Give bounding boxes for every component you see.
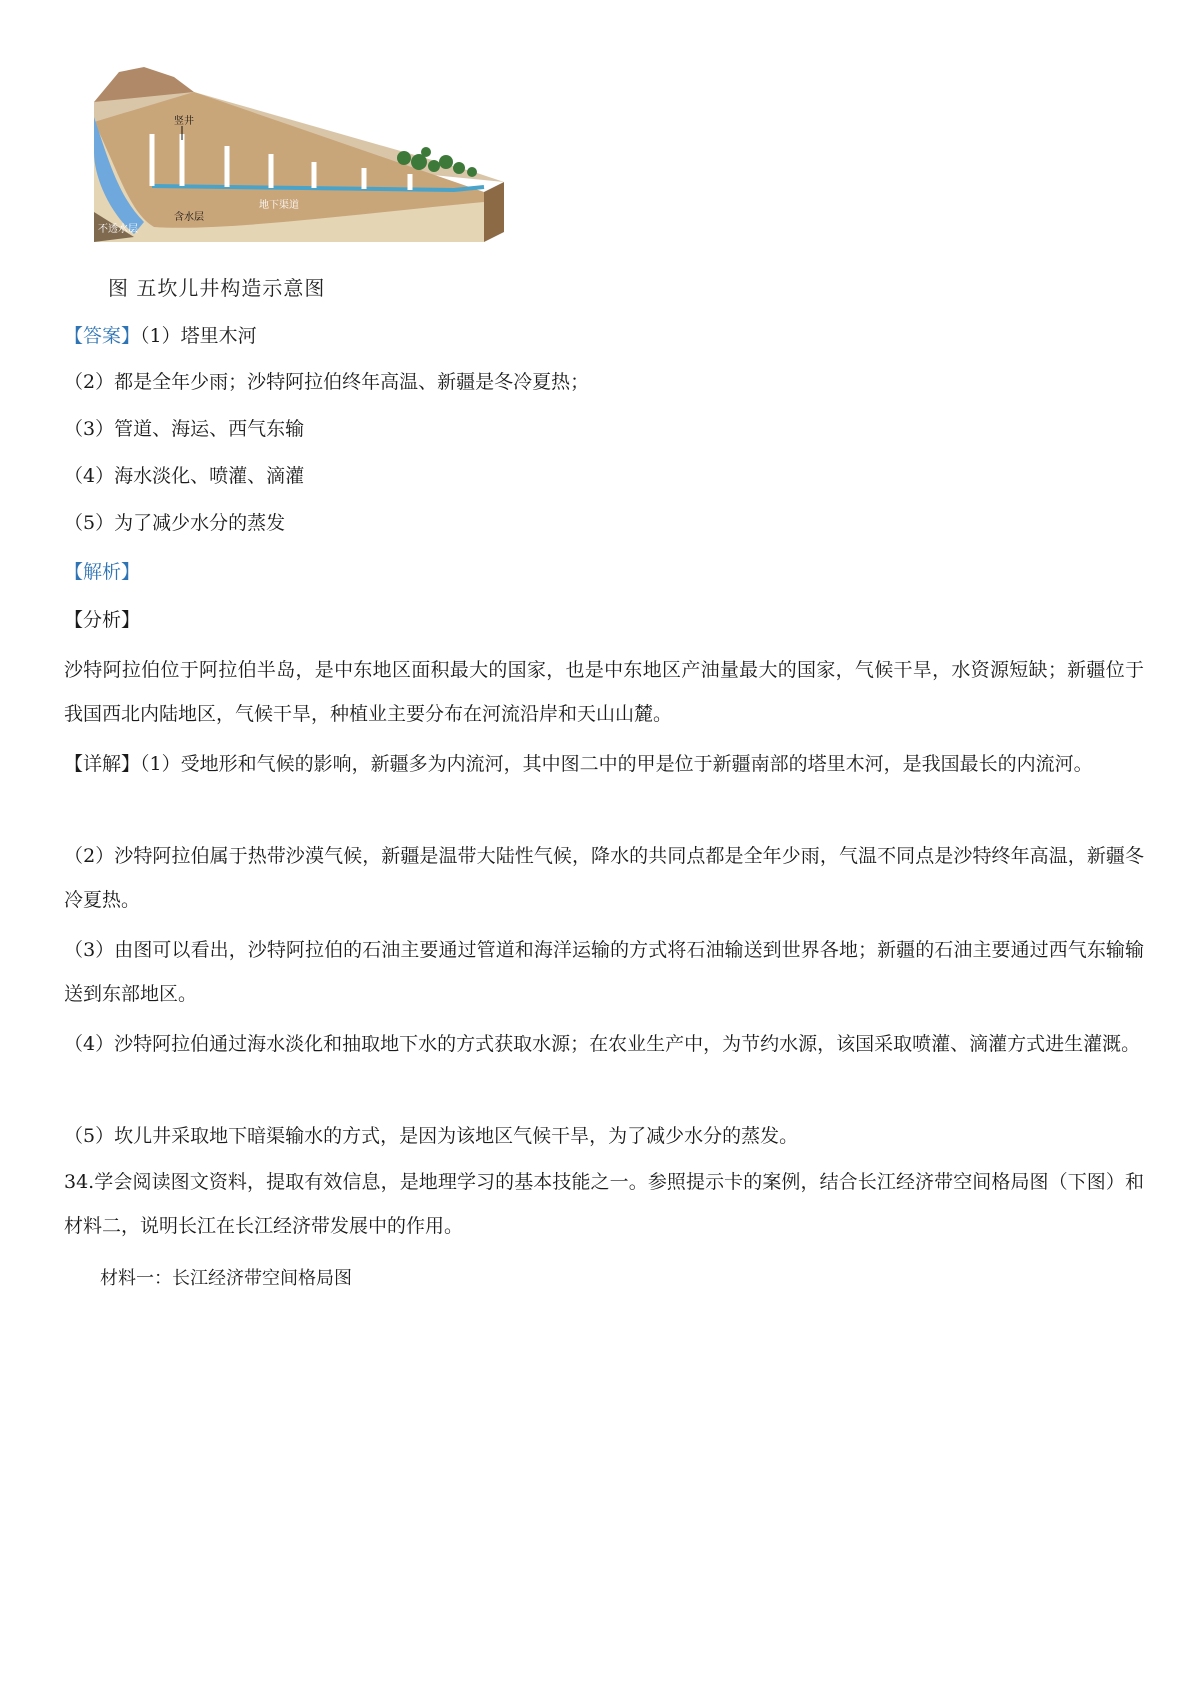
analysis-subtag: 【分析】 <box>64 609 141 631</box>
answer-item-4: （4）海水淡化、喷灌、滴灌 <box>64 465 305 487</box>
detail-paragraph-1: 【详解】（1）受地形和气候的影响，新疆多为内流河，其中图二中的甲是位于新疆南部的塔里木河，是我国最长的内流河。 <box>64 753 1093 775</box>
canal-label: 地下渠道 <box>259 200 299 211</box>
detail-paragraph-3: （3）由图可以看出，沙特阿拉伯的石油主要通过管道和海洋运输的方式将石油输送到世界各地；新疆的石油主要通过西气东输输送到东部地区。 <box>64 939 1144 1005</box>
analysis-text: 沙特阿拉伯位于阿拉伯半岛，是中东地区面积最大的国家，也是中东地区产油量最大的国家，气候干旱，水资源短缺；新疆位于我国西北内陆地区，气候干旱，种植业主要分布在河流沿岸和天山山麓。 <box>64 659 1144 725</box>
answer-line-1 <box>64 322 257 350</box>
question-34-text: 34.学会阅读图文资料，提取有效信息，是地理学习的基本技能之一。参照提示卡的案例，结合长江经济带空间格局图（下图）和材料二，说明长江在长江经济带发展中的作用。 <box>64 1171 1144 1237</box>
figure-caption: 图 五坎儿井构造示意图 <box>108 276 326 300</box>
detail-paragraph-2: （2）沙特阿拉伯属于热带沙漠气候，新疆是温带大陆性气候，降水的共同点都是全年少雨，气温不同点是沙特终年高温，新疆冬冷夏热。 <box>64 845 1144 911</box>
well-label: 竖井 <box>174 116 194 127</box>
analysis-tag: 【解析】 <box>64 561 141 583</box>
detail-paragraph-5: （5）坎儿井采取地下暗渠输水的方式，是因为该地区气候干旱，为了减少水分的蒸发。 <box>64 1125 799 1147</box>
answer-tag: 【答案】 <box>64 325 141 347</box>
answer-item-2: （2）都是全年少雨；沙特阿拉伯终年高温、新疆是冬冷夏热； <box>64 371 590 393</box>
karez-diagram-illustration <box>74 62 534 262</box>
detail-paragraph-4: （4）沙特阿拉伯通过海水淡化和抽取地下水的方式获取水源；在农业生产中，为节约水源，该国采取喷灌、滴灌方式进生灌溉。 <box>64 1033 1141 1055</box>
answer-item-5: （5）为了减少水分的蒸发 <box>64 512 286 534</box>
impermeable-label: 不透水层 <box>98 224 138 235</box>
answer-item-1: （1）塔里木河 <box>140 325 257 347</box>
aquifer-label: 含水层 <box>174 212 204 223</box>
answer-item-3: （3）管道、海运、西气东输 <box>64 418 305 440</box>
material-1-label: 材料一：长江经济带空间格局图 <box>100 1268 352 1289</box>
karez-diagram <box>74 62 534 262</box>
